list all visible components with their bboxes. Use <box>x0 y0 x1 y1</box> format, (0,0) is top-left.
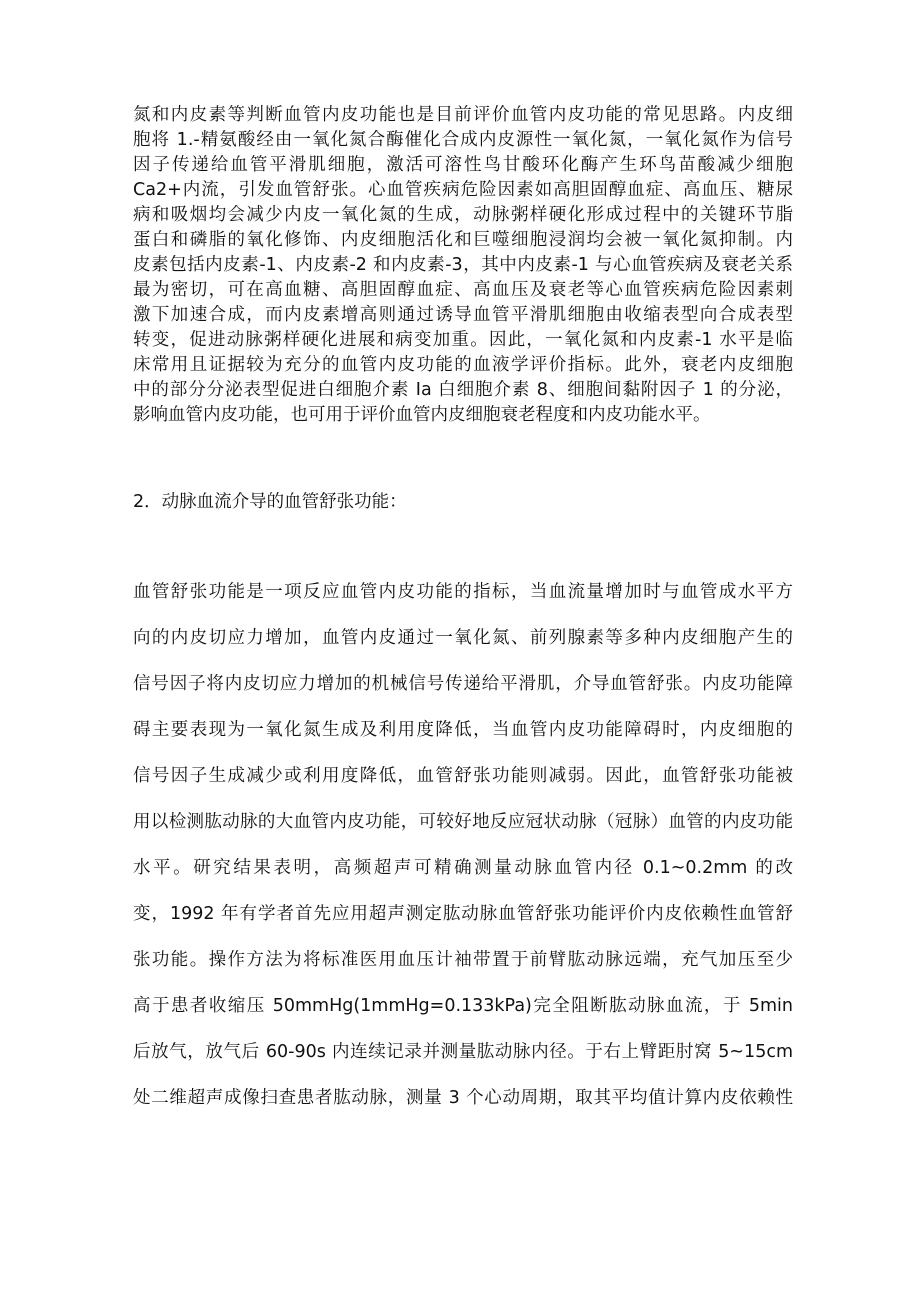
text-line: 因子传递给血管平滑肌细胞，激活可溶性鸟甘酸环化酶产生环鸟苗酸减少细胞 <box>133 155 793 175</box>
text-line: 影响血管内皮功能，也可用于评价血管内皮细胞衰老程度和内皮功能水平。 <box>133 405 711 425</box>
text-line: 用以检测肱动脉的大血管内皮功能，可较好地反应冠状动脉（冠脉）血管的内皮功能 <box>133 812 793 832</box>
text-line: 血管舒张功能是一项反应血管内皮功能的指标，当血流量增加时与血管成水平方 <box>133 582 793 602</box>
text-line: 氮和内皮素等判断血管内皮功能也是目前评价血管内皮功能的常见思路。内皮细 <box>133 105 793 125</box>
text-line: 中的部分分泌表型促进白细胞介素 Ia 白细胞介素 8、细胞间黏附因子 1 的分泌， <box>133 380 793 400</box>
text-line: 后放气，放气后 60-90s 内连续记录并测量肱动脉内径。于右上臂距肘窝 5~15cm <box>133 1042 793 1062</box>
text-line: 最为密切，可在高血糖、高胆固醇血症、高血压及衰老等心血管疾病危险因素刺 <box>133 280 793 300</box>
text-line: 张功能。操作方法为将标准医用血压计袖带置于前臂肱动脉远端，充气加压至少 <box>133 950 793 970</box>
text-line: 水平。研究结果表明，高频超声可精确测量动脉血管内径 0.1~0.2mm 的改 <box>133 858 793 878</box>
text-line: 信号因子将内皮切应力增加的机械信号传递给平滑肌，介导血管舒张。内皮功能障 <box>133 674 793 694</box>
text-line: 信号因子生成减少或利用度降低，血管舒张功能则减弱。因此，血管舒张功能被 <box>133 766 793 786</box>
text-line: 转变，促进动脉粥样硬化进展和病变加重。因此，一氧化氮和内皮素-1 水平是临 <box>133 330 793 350</box>
text-line: Ca2+内流，引发血管舒张。心血管疾病危险因素如高胆固醇血症、高血压、糖尿 <box>133 180 793 200</box>
section-heading: 2．动脉血流介导的血管舒张功能： <box>133 492 407 512</box>
text-line: 激下加速合成，而内皮素增高则通过诱导血管平滑肌细胞由收缩表型向合成表型 <box>133 305 793 325</box>
text-line: 蛋白和磷脂的氧化修饰、内皮细胞活化和巨噬细胞浸润均会被一氧化氮抑制。内 <box>133 230 793 250</box>
text-line: 碍主要表现为一氧化氮生成及利用度降低，当血管内皮功能障碍时，内皮细胞的 <box>133 720 793 740</box>
text-line: 皮素包括内皮素-1、内皮素-2 和内皮素-3，其中内皮素-1 与心血管疾病及衰老关系 <box>133 255 793 275</box>
text-line: 高于患者收缩压 50mmHg(1mmHg=0.133kPa)完全阻断肱动脉血流，于 5min <box>133 996 793 1016</box>
text-line: 床常用且证据较为充分的血管内皮功能的血液学评价指标。此外，衰老内皮细胞 <box>133 355 793 375</box>
text-line: 胞将 1.-精氨酸经由一氧化氮合酶催化合成内皮源性一氧化氮，一氧化氮作为信号 <box>133 130 793 150</box>
paragraph-fmd <box>133 577 793 1129</box>
paragraph-endothelial-markers <box>133 103 793 428</box>
text-line: 病和吸烟均会减少内皮一氧化氮的生成，动脉粥样硬化形成过程中的关键环节脂 <box>133 205 793 225</box>
text-line: 处二维超声成像扫查患者肱动脉，测量 3 个心动周期，取其平均值计算内皮依赖性 <box>133 1088 793 1108</box>
text-line: 向的内皮切应力增加，血管内皮通过一氧化氮、前列腺素等多种内皮细胞产生的 <box>133 628 793 648</box>
text-line: 变，1992 年有学者首先应用超声测定肱动脉血管舒张功能评价内皮依赖性血管舒 <box>133 904 793 924</box>
